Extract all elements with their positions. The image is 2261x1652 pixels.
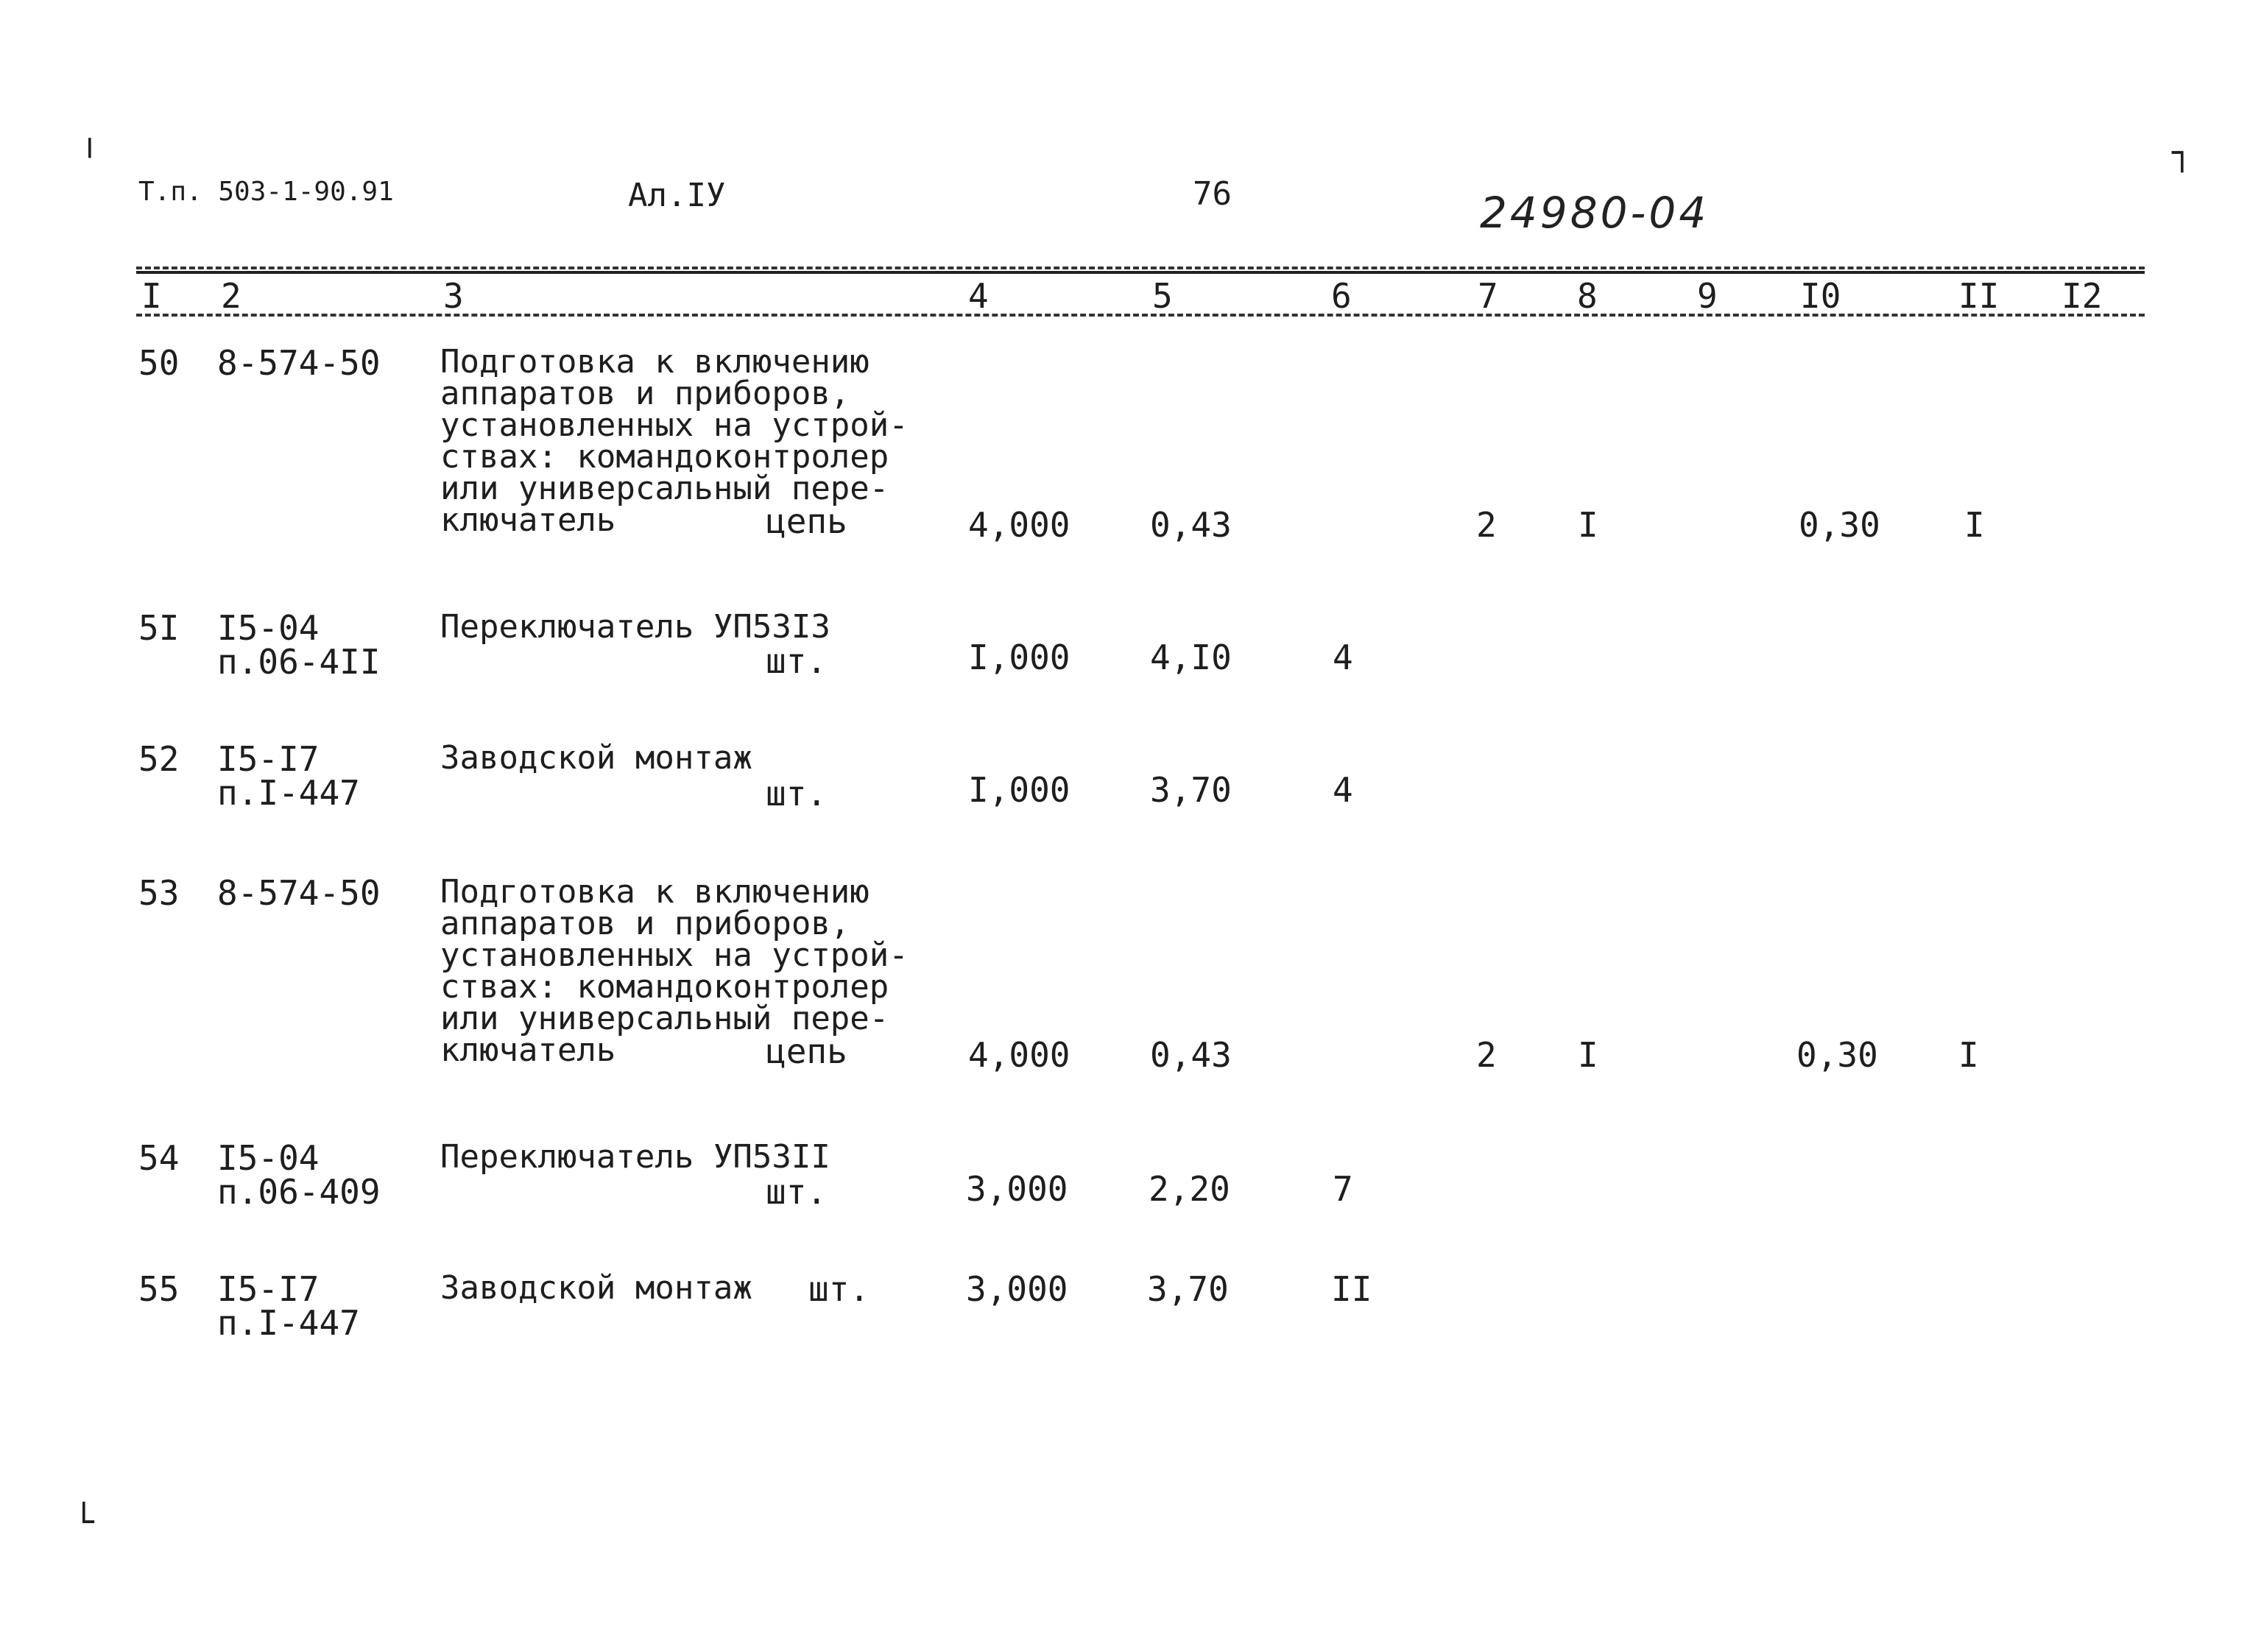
value-col6: 7	[1333, 1169, 1353, 1209]
value-col11: I	[1958, 1035, 1979, 1075]
album-label: Ал.IУ	[628, 177, 726, 214]
column-number-4: 4	[968, 276, 989, 316]
column-number-9: 9	[1697, 276, 1718, 316]
column-number-1: I	[141, 276, 162, 316]
quantity: I,000	[968, 770, 1070, 810]
quantity: I,000	[968, 638, 1070, 677]
quantity: 3,000	[966, 1269, 1068, 1309]
row-number: 52	[138, 739, 180, 779]
work-description: Подготовка к включению аппаратов и приборов, установленных на устрой- ствах: командоконтролер или универсальный пере- ключатель	[440, 873, 909, 1069]
value-col5: 0,43	[1150, 1035, 1232, 1075]
norm-code: 8-574-50	[217, 873, 381, 913]
value-col10: 0,30	[1799, 505, 1880, 545]
corner-mark-top-right: ┐	[2172, 133, 2193, 172]
page-number: 76	[1193, 175, 1232, 213]
norm-code: I5-I7 п.I-447	[217, 739, 360, 813]
column-number-3: 3	[443, 276, 464, 316]
value-col6: 4	[1333, 770, 1353, 810]
column-number-12: I2	[2061, 276, 2103, 316]
column-number-2: 2	[221, 276, 241, 316]
column-number-6: 6	[1331, 276, 1352, 316]
unit: шт.	[766, 641, 828, 681]
work-description: Переключатель УП53I3	[440, 608, 830, 646]
work-description: Подготовка к включению аппаратов и приборов, установленных на устрой- ствах: командоконтролер или универсальный пере- ключатель	[440, 343, 909, 539]
corner-mark-top-left: ╷	[80, 118, 100, 158]
value-col5: 3,70	[1147, 1269, 1229, 1309]
value-col5: 4,I0	[1150, 638, 1232, 677]
quantity: 4,000	[968, 505, 1070, 545]
work-description: Заводской монтаж	[440, 739, 752, 777]
unit: шт.	[766, 1172, 828, 1212]
column-number-8: 8	[1577, 276, 1598, 316]
value-col8: I	[1578, 505, 1598, 545]
value-col6: II	[1331, 1269, 1372, 1309]
value-col8: I	[1578, 1035, 1598, 1075]
row-number: 53	[138, 873, 180, 913]
value-col5: 3,70	[1150, 770, 1232, 810]
column-number-5: 5	[1152, 276, 1173, 316]
value-col7: 2	[1476, 505, 1497, 545]
norm-code: I5-04 п.06-409	[217, 1138, 381, 1212]
value-col6: 4	[1333, 638, 1353, 677]
norm-code: I5-I7 п.I-447	[217, 1269, 360, 1343]
header-top-rule	[136, 266, 2145, 269]
value-col11: I	[1964, 505, 1985, 545]
header-top-rule-solid	[136, 271, 2145, 274]
row-number: 50	[138, 343, 180, 383]
value-col10: 0,30	[1796, 1035, 1878, 1075]
row-number: 54	[138, 1138, 180, 1178]
project-code: Т.п. 503-1-90.91	[138, 177, 394, 207]
quantity: 3,000	[966, 1169, 1068, 1209]
quantity: 4,000	[968, 1035, 1070, 1075]
work-description: Переключатель УП53II	[440, 1138, 830, 1176]
corner-mark-bottom-left: └	[74, 1502, 94, 1542]
column-number-11: II	[1958, 276, 2000, 316]
value-col7: 2	[1476, 1035, 1497, 1075]
unit: шт.	[808, 1269, 870, 1309]
value-col5: 2,20	[1149, 1169, 1230, 1209]
norm-code: 8-574-50	[217, 343, 381, 383]
row-number: 5I	[138, 608, 180, 648]
header-bottom-rule	[136, 314, 2145, 317]
norm-code: I5-04 п.06-4II	[217, 608, 381, 682]
work-description: Заводской монтаж	[440, 1269, 752, 1307]
row-number: 55	[138, 1269, 180, 1309]
unit: шт.	[766, 774, 828, 813]
column-number-7: 7	[1478, 276, 1498, 316]
value-col5: 0,43	[1150, 505, 1232, 545]
unit: цепь	[766, 501, 847, 541]
unit: цепь	[766, 1031, 847, 1071]
document-number: 24980-04	[1480, 188, 1710, 238]
column-number-10: I0	[1800, 276, 1841, 316]
